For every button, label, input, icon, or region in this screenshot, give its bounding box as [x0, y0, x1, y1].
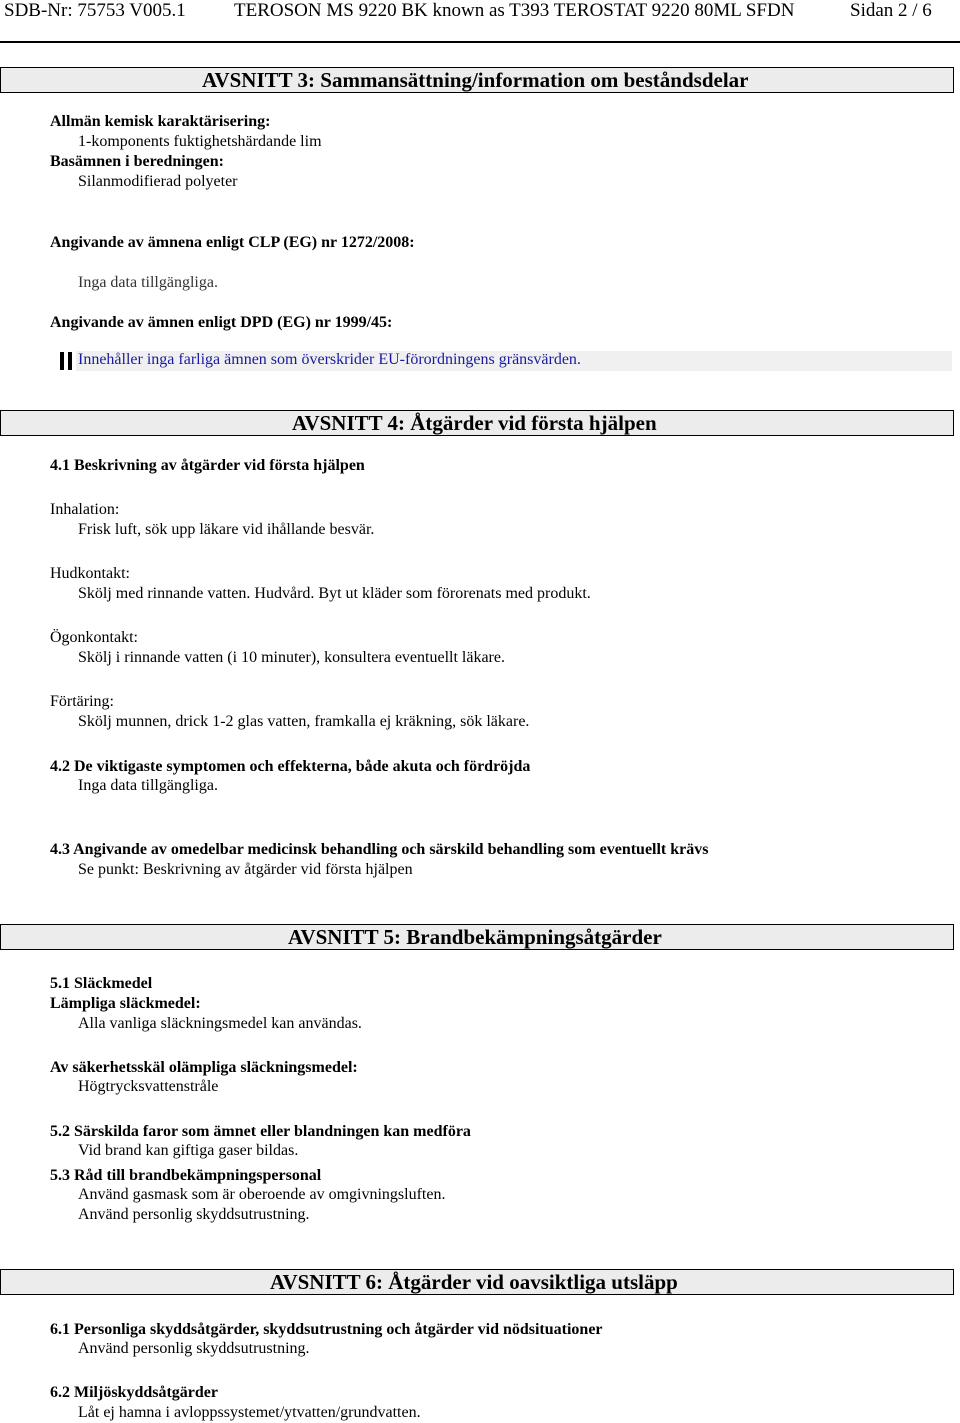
header-rule: [0, 41, 960, 43]
chem-value: 1-komponents fuktighetshärdande lim: [78, 133, 322, 150]
s52-value: Vid brand kan giftiga gaser bildas.: [78, 1142, 299, 1159]
section5-title: AVSNITT 5: Brandbekämpningsåtgärder: [288, 925, 662, 949]
sdb-number: SDB-Nr: 75753 V005.1: [4, 0, 186, 21]
s61-value: Använd personlig skyddsutrustning.: [78, 1340, 310, 1357]
s52-heading: 5.2 Särskilda faror som ämnet eller blandningen kan medföra: [50, 1123, 471, 1140]
suitable-value: Alla vanliga släckningsmedel kan användas.: [78, 1015, 362, 1032]
base-label: Basämnen i beredningen:: [50, 153, 224, 170]
eye-label: Ögonkontakt:: [50, 629, 138, 646]
unsuitable-value: Högtrycksvattenstråle: [78, 1078, 219, 1095]
section6-title: AVSNITT 6: Åtgärder vid oavsiktliga utsläpp: [270, 1270, 678, 1294]
s62-heading: 6.2 Miljöskyddsåtgärder: [50, 1384, 218, 1401]
s53-heading: 5.3 Råd till brandbekämpningspersonal: [50, 1167, 322, 1184]
section3-title: AVSNITT 3: Sammansättning/information om beståndsdelar: [202, 68, 749, 92]
product-name: TEROSON MS 9220 BK known as T393 TEROSTAT 9220 80ML SFDN: [234, 0, 795, 21]
ingestion-value: Skölj munnen, drick 1-2 glas vatten, framkalla ej kräkning, sök läkare.: [78, 713, 530, 730]
s53-value-2: Använd personlig skyddsutrustning.: [78, 1206, 310, 1223]
s43-heading: 4.3 Angivande av omedelbar medicinsk behandling och särskild behandling som eventuellt krävs: [50, 841, 709, 858]
s53-value-1: Använd gasmask som är oberoende av omgivningsluften.: [78, 1186, 446, 1203]
skin-value: Skölj med rinnande vatten. Hudvård. Byt ut kläder som förorenats med produkt.: [78, 585, 591, 602]
unsuitable-label: Av säkerhetsskäl olämpliga släckningsmedel:: [50, 1059, 358, 1076]
page-number: Sidan 2 / 6: [850, 0, 932, 21]
chem-label: Allmän kemisk karaktärisering:: [50, 113, 271, 130]
dpd-value: Innehåller inga farliga ämnen som överskrider EU-förordningens gränsvärden.: [78, 351, 581, 368]
clp-label: Angivande av ämnena enligt CLP (EG) nr 1272/2008:: [50, 234, 415, 251]
eye-value: Skölj i rinnande vatten (i 10 minuter), konsultera eventuellt läkare.: [78, 649, 505, 666]
s41-heading: 4.1 Beskrivning av åtgärder vid första hjälpen: [50, 457, 365, 474]
inhalation-label: Inhalation:: [50, 501, 120, 518]
s62-value: Låt ej hamna i avloppssystemet/ytvatten/grundvatten.: [78, 1404, 421, 1421]
s51-heading: 5.1 Släckmedel: [50, 975, 153, 992]
suitable-label: Lämpliga släckmedel:: [50, 995, 201, 1012]
s43-value: Se punkt: Beskrivning av åtgärder vid första hjälpen: [78, 861, 413, 878]
revision-bar-icon: [60, 352, 72, 370]
s61-heading: 6.1 Personliga skyddsåtgärder, skyddsutrustning och åtgärder vid nödsituationer: [50, 1321, 603, 1338]
ingestion-label: Förtäring:: [50, 693, 114, 710]
base-value: Silanmodifierad polyeter: [78, 173, 238, 190]
dpd-label: Angivande av ämnen enligt DPD (EG) nr 1999/45:: [50, 314, 393, 331]
inhalation-value: Frisk luft, sök upp läkare vid ihållande besvär.: [78, 521, 375, 538]
s42-heading: 4.2 De viktigaste symptomen och effekterna, både akuta och fördröjda: [50, 758, 531, 775]
skin-label: Hudkontakt:: [50, 565, 130, 582]
clp-value: Inga data tillgängliga.: [78, 274, 218, 291]
s42-value: Inga data tillgängliga.: [78, 777, 218, 794]
section4-title: AVSNITT 4: Åtgärder vid första hjälpen: [292, 411, 657, 435]
